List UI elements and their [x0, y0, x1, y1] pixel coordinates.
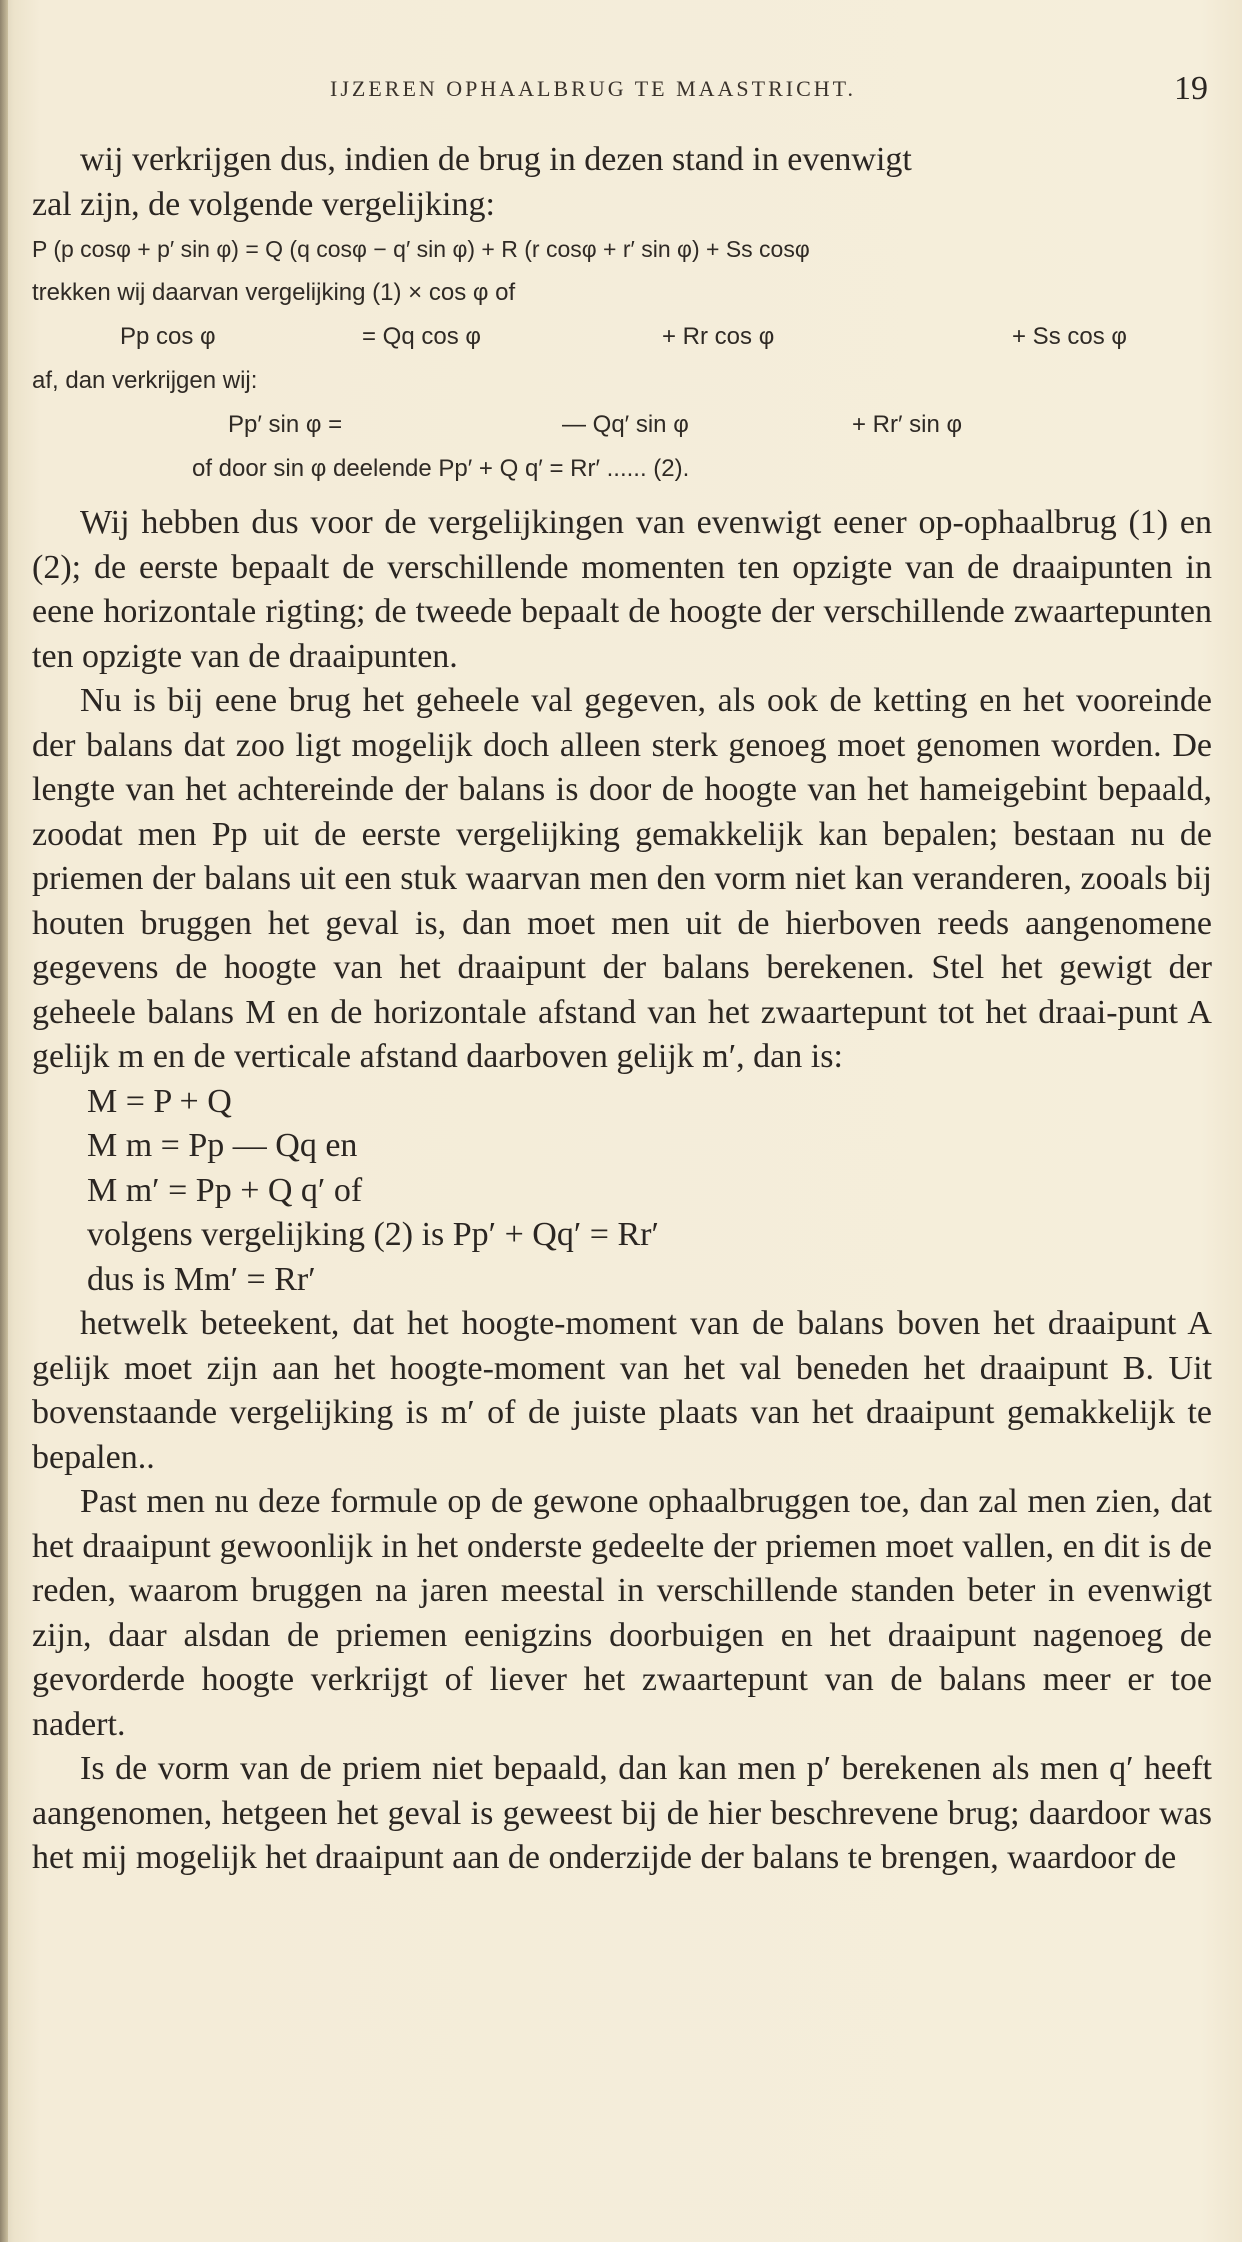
- equation-list: [87, 1080, 1212, 1303]
- page-body: [32, 138, 1212, 1881]
- intro-line-2: zal zijn, de volgende vergelijking:: [32, 185, 495, 223]
- row1-term-d: + Ss cos φ: [1012, 323, 1127, 350]
- paragraph-2: Nu is bij eene brug het geheele val gegeven, als ook de ketting en het vooreinde der balans dat zoo ligt mogelijk doch alleen sterk genoeg moet genomen worden. De lengte van het achtereinde der balans is door de hoogte van het hameigebint bepaald, zoodat men Pp uit de eerste vergelijking gemakkelijk kan bepalen; bestaan nu de priemen der balans uit een stuk waarvan men den vorm niet kan veranderen, zooals bij houten bruggen het geval is, dan moet men uit de hierboven reeds aangenomene gegevens de hoogte van het draaipunt der balans berekenen. Stel het gewigt der geheele balans M en de horizontale afstand van het zwaartepunt tot het draai-punt A gelijk m en de verticale afstand daarboven gelijk m′, dan is:: [32, 682, 1212, 1075]
- main-equation-text: P (p cosφ + p′ sin φ) = Q (q cosφ − q′ sin φ) + R (r cosφ + r′ sin φ) + Ss cosφ: [32, 236, 810, 262]
- intro-line-1: wij verkrijgen dus, indien de brug in dezen stand in evenwigt: [80, 141, 912, 178]
- equation-row-1: [32, 315, 1212, 359]
- af-line: [32, 359, 1212, 403]
- row1-term-b: = Qq cos φ: [362, 323, 481, 350]
- equation-line: M m′ = Pp + Q q′ of: [87, 1171, 363, 1209]
- running-title: IJZEREN OPHAALBRUG TE MAASTRICHT.: [330, 76, 856, 101]
- row2-term-b: — Qq′ sin φ: [562, 411, 689, 438]
- equation-line: M m = Pp — Qq en: [87, 1127, 358, 1164]
- deelende-line: [32, 447, 1212, 491]
- deelende-text: of door sin φ deelende Pp′ + Q q′ = Rr′ ...... (2).: [192, 455, 690, 482]
- af-text: af, dan verkrijgen wij:: [32, 367, 258, 394]
- paragraph-4: Is de vorm van de priem niet bepaald, dan kan men p′ berekenen als men q′ heeft aangenomen, hetgeen het geval is geweest bij de hier beschrevene brug; daardoor was het mij mogelijk het draaipunt aan de onderzijde der balans te brengen, waardoor de: [32, 1750, 1212, 1876]
- trekken-line: [32, 271, 1212, 315]
- equation-row-2: [32, 403, 1212, 447]
- paragraph-after-equations: hetwelk beteekent, dat het hoogte-moment van de balans boven het draaipunt A gelijk moet zijn aan het hoogte-moment van het val beneden het draaipunt B. Uit bovenstaande vergelijking is m′ of de juiste plaats van het draaipunt gemakkelijk te bepalen..: [32, 1305, 1212, 1476]
- equation-line: volgens vergelijking (2) is Pp′ + Qq′ = Rr′: [87, 1216, 659, 1253]
- row2-term-c: + Rr′ sin φ: [852, 411, 963, 438]
- equation-line: M = P + Q: [87, 1082, 232, 1120]
- page-gutter: [0, 0, 8, 2242]
- trekken-text: trekken wij daarvan vergelijking (1) × cos φ of: [32, 279, 516, 306]
- equation-line: dus is Mm′ = Rr′: [87, 1260, 316, 1298]
- page-header: [0, 70, 1242, 120]
- paragraph-3: Past men nu deze formule op de gewone ophaalbruggen toe, dan zal men zien, dat het draaipunt gewoonlijk in het onderste gedeelte der priemen moet vallen, en dit is de reden, waarom bruggen na jaren meestal in verschillende standen beter in evenwigt zijn, daar alsdan de priemen eenigzins doorbuigen en het draaipunt nagenoeg de gevorderde hoogte verkrijgt of liever het zwaartepunt van de balans meer er toe nadert.: [32, 1483, 1212, 1743]
- paragraph-1: Wij hebben dus voor de vergelijkingen van evenwigt eener op-ophaalbrug (1) en (2); de eerste bepaalt de verschillende momenten ten opzigte van de draaipunten in eene horizontale rigting; de tweede bepaalt de hoogte der verschillende zwaartepunten ten opzigte van de draaipunten.: [32, 504, 1212, 675]
- row1-term-a: Pp cos φ: [120, 323, 216, 350]
- row2-term-a: Pp′ sin φ =: [228, 411, 343, 438]
- page-number: 19: [1174, 70, 1208, 107]
- row1-term-c: + Rr cos φ: [662, 323, 775, 350]
- main-equation: [32, 227, 1212, 271]
